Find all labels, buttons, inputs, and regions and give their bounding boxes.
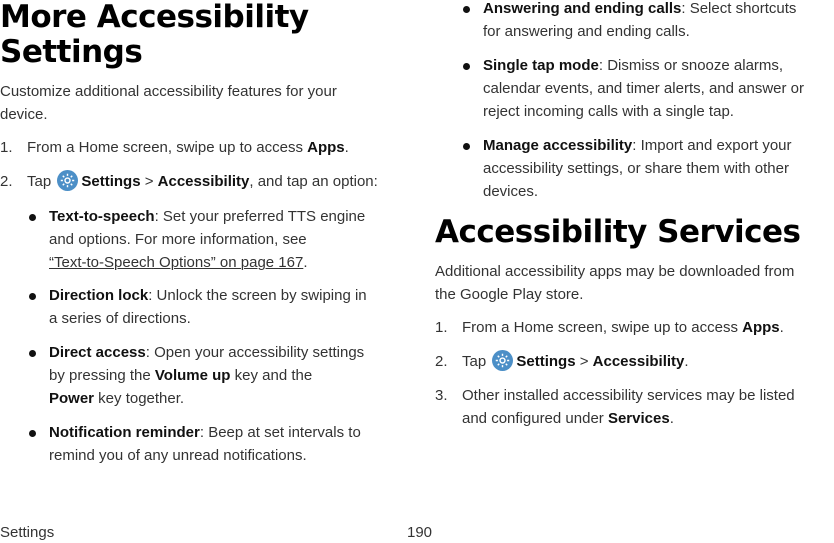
step-2: 2. Tap Settings > Accessibility, and tap an option: [0,170,400,194]
footer-page-number: 190 [407,524,433,541]
settings-gear-icon [492,350,513,371]
step-number: 1. [435,319,448,336]
title-line-1: More Accessibility [0,0,309,35]
bullet-direct-access: Direct access: Open your accessibility settings by pressing the Volume up key and the Power key together. [29,341,400,411]
services-label: Services [607,410,670,427]
bullet-dot [463,6,470,13]
services-intro-paragraph: Additional accessibility apps may be downloaded from the Google Play store. [435,263,795,303]
bullet-dot [29,430,36,437]
services-step-3: 3. Other installed accessibility services may be listed and configured under Services. [435,384,834,432]
footer-section-name: Settings [0,524,55,541]
settings-gear-icon [57,170,78,191]
step-1: 1. From a Home screen, swipe up to access Apps. [0,136,400,160]
intro-paragraph: Customize additional accessibility features for your device. [0,83,337,123]
settings-label: Settings [516,353,576,370]
accessibility-label: Accessibility [157,173,250,190]
bullet-dot [29,293,36,300]
bullet-text-to-speech: Text-to-speech: Set your preferred TTS engine and options. For more information, see “Text-to-Speech Options” on page 167. [29,205,400,275]
section-title: Accessibility Services [435,214,801,250]
text-to-speech-link[interactable]: “Text-to-Speech Options” on page 167 [49,254,304,271]
bullet-notification-reminder: Notification reminder: Beep at set intervals to remind you of any unread notifications. [29,421,400,469]
bullet-manage-accessibility: Manage accessibility: Import and export your accessibility settings, or share them with other devices. [463,134,834,204]
bullet-answering-ending-calls: Answering and ending calls: Select shortcuts for answering and ending calls. [463,0,834,45]
step-number: 2. [0,173,13,190]
services-step-2: 2. Tap Settings > Accessibility. [435,350,834,374]
settings-label: Settings [81,173,141,190]
bullet-single-tap-mode: Single tap mode: Dismiss or snooze alarms, calendar events, and timer alerts, and answer or reject incoming calls with a single tap. [463,54,834,124]
bullet-dot [463,63,470,70]
step-number: 2. [435,353,448,370]
accessibility-label: Accessibility [592,353,685,370]
page-title [0,0,309,70]
step-number: 1. [0,139,13,156]
bullet-dot [29,350,36,357]
title-line-2: Settings [0,34,143,70]
bullet-direction-lock: Direction lock: Unlock the screen by swiping in a series of directions. [29,284,400,332]
step-number: 3. [435,387,448,404]
bullet-dot [463,143,470,150]
apps-label: Apps [742,319,780,336]
apps-label: Apps [307,139,345,156]
bullet-dot [29,214,36,221]
services-step-1: 1. From a Home screen, swipe up to access Apps. [435,316,834,340]
